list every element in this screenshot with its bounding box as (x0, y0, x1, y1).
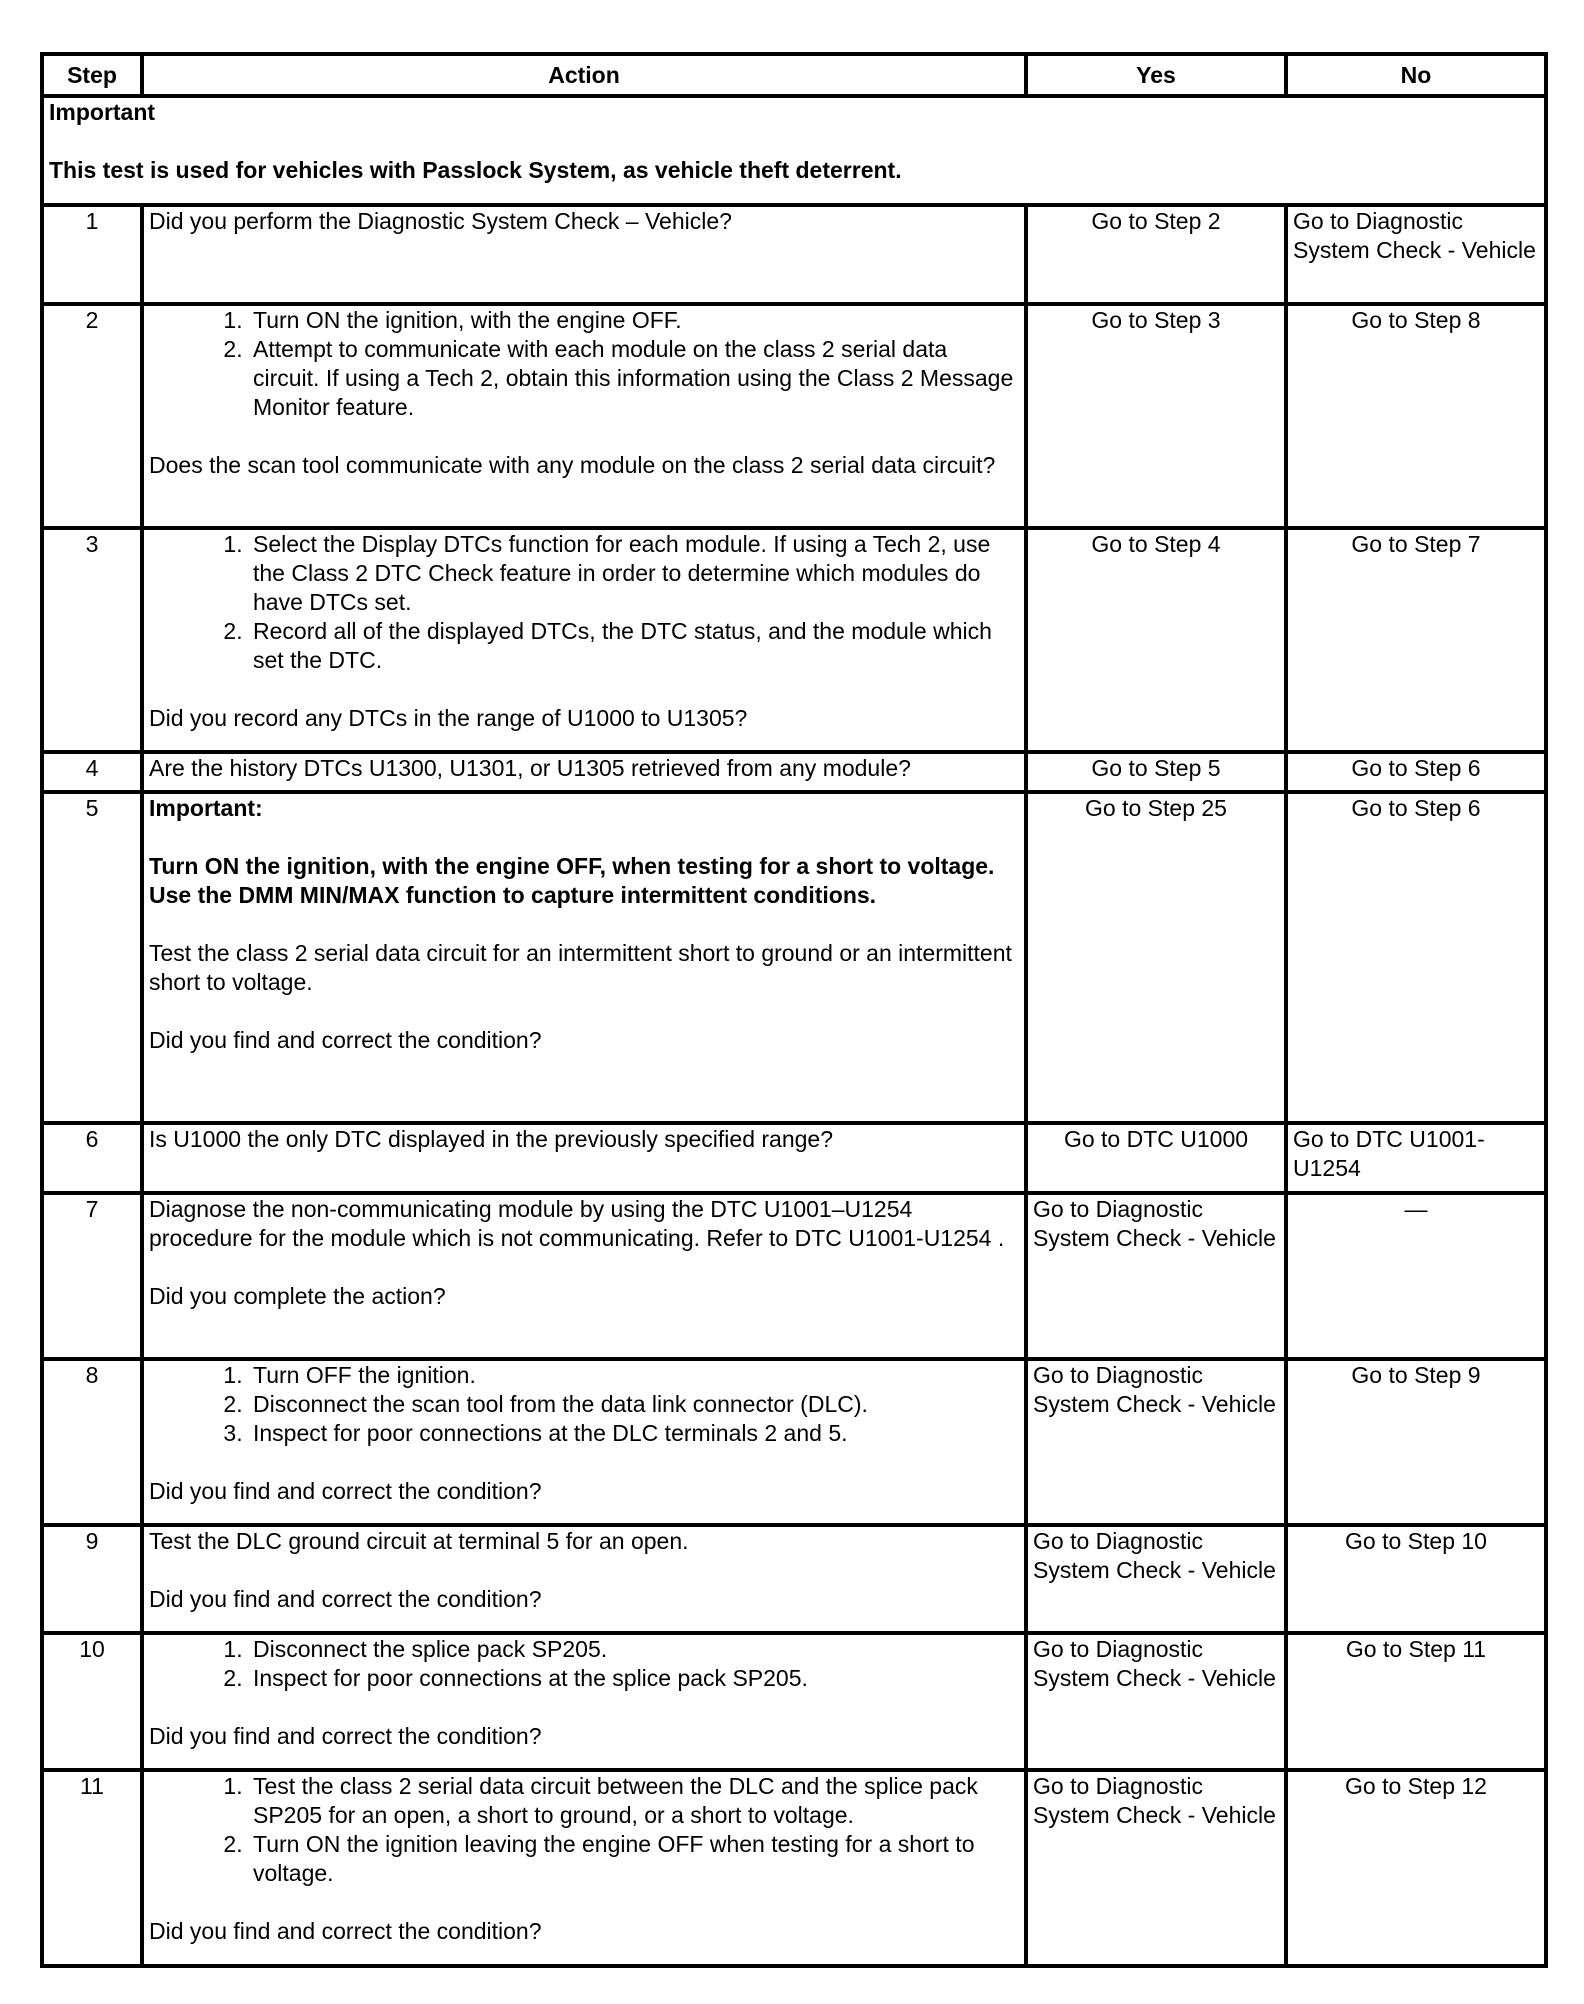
action-list (149, 1635, 1019, 1693)
list-item: 1. Turn ON the ignition, with the engine OFF. (249, 306, 1019, 335)
action-cell (142, 752, 1026, 792)
yes-cell: Go to Step 3 (1026, 304, 1286, 528)
no-cell: — (1286, 1193, 1546, 1359)
step-number: 6 (42, 1123, 142, 1193)
list-item: 3. Inspect for poor connections at the DLC terminals 2 and 5. (249, 1419, 1019, 1448)
no-cell: Go to Step 12 (1286, 1770, 1546, 1966)
step-number: 3 (42, 528, 142, 752)
table-row (42, 1193, 1546, 1359)
table-row (42, 528, 1546, 752)
table-row (42, 205, 1546, 304)
important-title: Important (49, 99, 156, 125)
yes-cell: Go to Step 4 (1026, 528, 1286, 752)
action-cell (142, 304, 1026, 528)
table-row (42, 752, 1546, 792)
step-number: 9 (42, 1525, 142, 1633)
table-row (42, 1525, 1546, 1633)
action-cell (142, 205, 1026, 304)
important-label: Important: (149, 795, 263, 821)
yes-cell: Go to Step 2 (1026, 205, 1286, 304)
question-text: Did you find and correct the condition? (149, 1027, 542, 1053)
question-text: Did you find and correct the condition? (149, 1586, 542, 1612)
action-list (149, 306, 1019, 422)
header-step: Step (42, 54, 142, 96)
list-item: 2. Inspect for poor connections at the splice pack SP205. (249, 1664, 1019, 1693)
no-cell: Go to Diagnostic System Check - Vehicle (1286, 205, 1546, 304)
action-cell (142, 528, 1026, 752)
list-item: 2. Attempt to communicate with each module on the class 2 serial data circuit. If using a Tech 2, obtain this information using the Class 2 Message Monitor feature. (249, 335, 1019, 422)
table-row (42, 1770, 1546, 1966)
table-row (42, 1359, 1546, 1525)
no-cell: Go to Step 10 (1286, 1525, 1546, 1633)
no-cell: Go to Step 11 (1286, 1633, 1546, 1770)
table-row (42, 1633, 1546, 1770)
step-number: 11 (42, 1770, 142, 1966)
step-number: 5 (42, 792, 142, 1123)
action-cell (142, 1123, 1026, 1193)
action-cell (142, 1525, 1026, 1633)
no-cell: Go to Step 6 (1286, 752, 1546, 792)
yes-cell: Go to Diagnostic System Check - Vehicle (1026, 1359, 1286, 1525)
question-text: Are the history DTCs U1300, U1301, or U1305 retrieved from any module? (149, 755, 911, 781)
list-item: 1. Disconnect the splice pack SP205. (249, 1635, 1019, 1664)
yes-cell: Go to DTC U1000 (1026, 1123, 1286, 1193)
yes-cell: Go to Diagnostic System Check - Vehicle (1026, 1193, 1286, 1359)
no-cell: Go to Step 6 (1286, 792, 1546, 1123)
no-cell: Go to Step 7 (1286, 528, 1546, 752)
no-cell: Go to Step 9 (1286, 1359, 1546, 1525)
action-list (149, 1772, 1019, 1888)
action-list (149, 1361, 1019, 1448)
action-text: Diagnose the non-communicating module by using the DTC U1001–U1254 procedure for the module which is not communicating. Refer to DTC U1001-U1254 . (149, 1196, 1005, 1251)
step-number: 7 (42, 1193, 142, 1359)
step-number: 4 (42, 752, 142, 792)
important-note (42, 96, 1546, 205)
question-text: Did you complete the action? (149, 1283, 446, 1309)
important-text: This test is used for vehicles with Passlock System, as vehicle theft deterrent. (49, 157, 902, 183)
important-note-row (42, 96, 1546, 205)
list-item: 1. Test the class 2 serial data circuit between the DLC and the splice pack SP205 for an open, a short to ground, or a short to voltage. (249, 1772, 1019, 1830)
action-cell (142, 1193, 1026, 1359)
action-cell (142, 1359, 1026, 1525)
table-row (42, 1123, 1546, 1193)
header-yes: Yes (1026, 54, 1286, 96)
table-row (42, 304, 1546, 528)
yes-cell: Go to Diagnostic System Check - Vehicle (1026, 1770, 1286, 1966)
list-item: 2. Turn ON the ignition leaving the engine OFF when testing for a short to voltage. (249, 1830, 1019, 1888)
action-cell (142, 1633, 1026, 1770)
yes-cell: Go to Step 5 (1026, 752, 1286, 792)
question-text: Does the scan tool communicate with any module on the class 2 serial data circuit? (149, 452, 996, 478)
step-number: 8 (42, 1359, 142, 1525)
diagnostic-table (40, 52, 1548, 1968)
no-cell: Go to Step 8 (1286, 304, 1546, 528)
list-item: 1. Turn OFF the ignition. (249, 1361, 1019, 1390)
no-cell: Go to DTC U1001-U1254 (1286, 1123, 1546, 1193)
action-text: Test the DLC ground circuit at terminal 5 for an open. (149, 1528, 689, 1554)
step-number: 2 (42, 304, 142, 528)
important-text: Turn ON the ignition, with the engine OFF, when testing for a short to voltage. Use the DMM MIN/MAX function to capture intermittent conditions. (149, 853, 995, 908)
step-number: 1 (42, 205, 142, 304)
question-text: Is U1000 the only DTC displayed in the previously specified range? (149, 1126, 833, 1152)
step-number: 10 (42, 1633, 142, 1770)
list-item: 1. Select the Display DTCs function for each module. If using a Tech 2, use the Class 2 DTC Check feature in order to determine which modules do have DTCs set. (249, 530, 1019, 617)
question-text: Did you find and correct the condition? (149, 1918, 542, 1944)
yes-cell: Go to Diagnostic System Check - Vehicle (1026, 1633, 1286, 1770)
action-list (149, 530, 1019, 675)
list-item: 2. Record all of the displayed DTCs, the DTC status, and the module which set the DTC. (249, 617, 1019, 675)
yes-cell: Go to Step 25 (1026, 792, 1286, 1123)
header-no: No (1286, 54, 1546, 96)
question-text: Did you record any DTCs in the range of U1000 to U1305? (149, 705, 748, 731)
action-cell (142, 792, 1026, 1123)
action-cell (142, 1770, 1026, 1966)
table-header-row (42, 54, 1546, 96)
question-text: Did you perform the Diagnostic System Check – Vehicle? (149, 208, 732, 234)
action-text: Test the class 2 serial data circuit for an intermittent short to ground or an intermittent short to voltage. (149, 940, 1012, 995)
yes-cell: Go to Diagnostic System Check - Vehicle (1026, 1525, 1286, 1633)
header-action: Action (142, 54, 1026, 96)
question-text: Did you find and correct the condition? (149, 1478, 542, 1504)
list-item: 2. Disconnect the scan tool from the data link connector (DLC). (249, 1390, 1019, 1419)
table-row (42, 792, 1546, 1123)
question-text: Did you find and correct the condition? (149, 1723, 542, 1749)
